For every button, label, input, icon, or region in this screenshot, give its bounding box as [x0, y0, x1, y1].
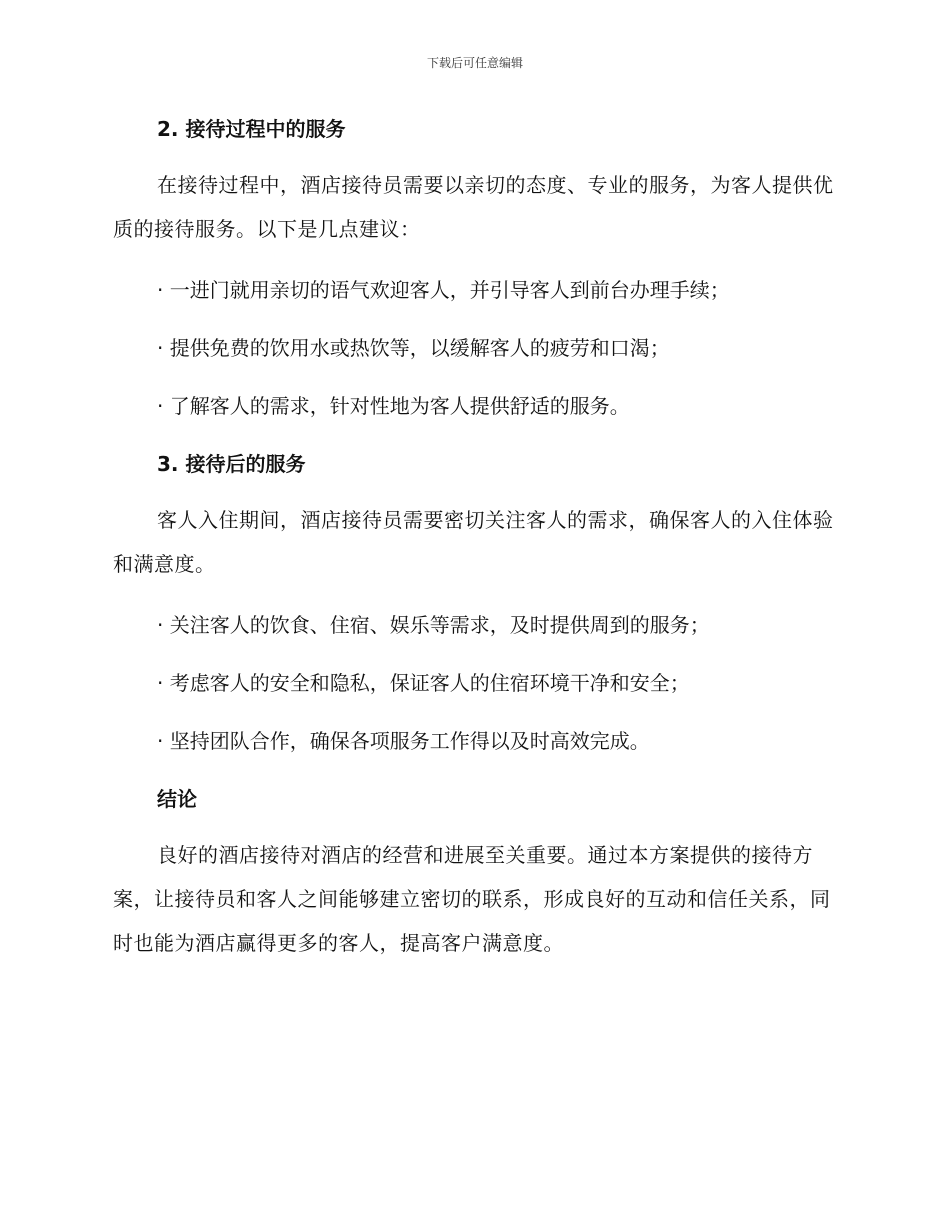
section-3-bullet-3: · 坚持团队合作，确保各项服务工作得以及时高效完成。 [157, 729, 650, 753]
document-body [113, 110, 837, 965]
conclusion-heading: 结论 [157, 787, 197, 811]
section-2-bullet-2: · 提供免费的饮用水或热饮等，以缓解客人的疲劳和口渴； [157, 336, 670, 360]
section-3-bullet-1: · 关注客人的饮食、住宿、娱乐等需求，及时提供周到的服务； [157, 613, 710, 637]
page-header-note: 下载后可任意编辑 [426, 56, 523, 70]
conclusion-body: 良好的酒店接待对酒店的经营和进展至关重要。通过本方案提供的接待方案，让接待员和客人之间能够建立密切的联系，形成良好的互动和信任关系，同时也能为酒店赢得更多的客人，提高客户满意度。 [113, 843, 831, 955]
section-2-heading: 2. 接待过程中的服务 [157, 117, 346, 141]
section-3-bullet-2: · 考虑客人的安全和隐私，保证客人的住宿环境干净和安全； [157, 671, 690, 695]
section-3-intro: 客人入住期间，酒店接待员需要密切关注客人的需求，确保客人的入住体验和满意度。 [113, 508, 834, 576]
section-3-heading: 3. 接待后的服务 [157, 452, 306, 476]
section-2-intro: 在接待过程中，酒店接待员需要以亲切的态度、专业的服务，为客人提供优质的接待服务。以下是几点建议： [113, 173, 834, 241]
section-2-bullet-1: · 一进门就用亲切的语气欢迎客人，并引导客人到前台办理手续； [157, 278, 730, 302]
section-2-bullet-3: · 了解客人的需求，针对性地为客人提供舒适的服务。 [157, 394, 630, 418]
